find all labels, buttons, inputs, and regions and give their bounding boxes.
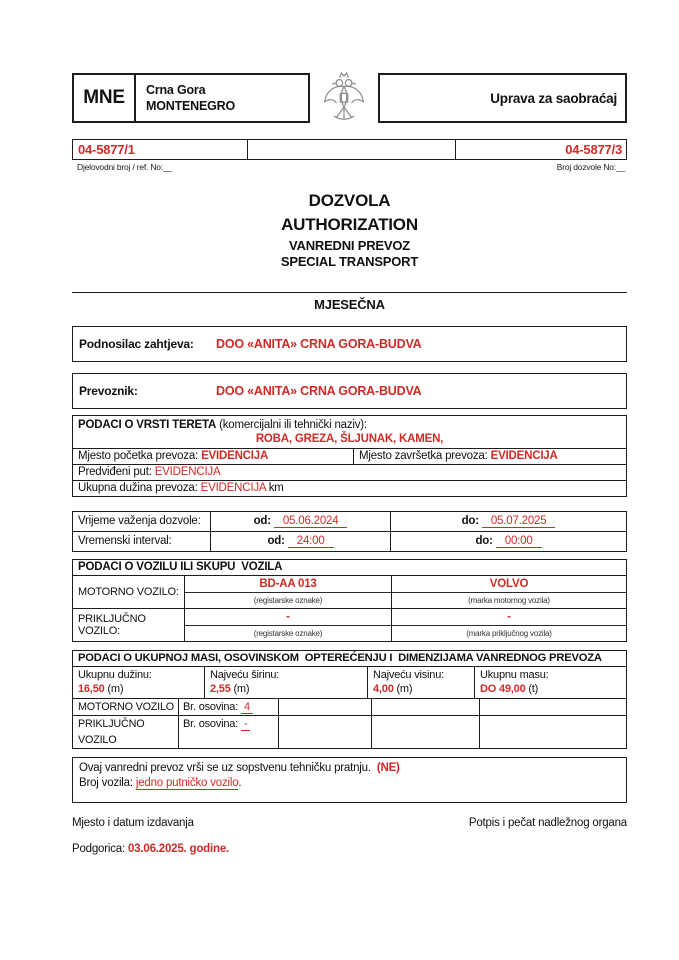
cargo-heading-title: PODACI O VRSTI TERETA <box>78 419 217 431</box>
max-height-label: Najveću visinu: <box>373 669 444 681</box>
document-title-block <box>72 190 627 270</box>
time-to-value: 00:00 <box>496 535 542 548</box>
route-row <box>73 465 626 481</box>
country-code: MNE <box>74 75 136 121</box>
title-authorization: AUTHORIZATION <box>281 215 418 234</box>
max-width-value: 2,55 <box>210 683 231 695</box>
document-content <box>72 73 627 855</box>
carrier-label: Prevoznik: <box>79 384 138 398</box>
empty-cell <box>371 716 479 748</box>
total-length-value: 16,50 <box>78 683 105 695</box>
footer-labels-row <box>72 817 627 829</box>
trailer-plate-cell <box>184 609 391 641</box>
dimensions-section <box>72 650 627 749</box>
empty-cell <box>479 699 626 715</box>
cargo-heading-note: (komercijalni ili tehnički naziv): <box>216 419 367 431</box>
ref-number-cell: 04-5877/1 <box>73 140 248 159</box>
empty-cell <box>278 699 371 715</box>
escort-vehicles-value: jedno putničko vozilo <box>135 777 239 789</box>
permit-number-cell: 04-5877/3 <box>565 142 622 157</box>
total-length-label: Ukupnu dužinu: <box>78 669 152 681</box>
vehicle-section <box>72 559 627 642</box>
motor-axles-row <box>73 699 626 715</box>
total-mass-cell <box>474 667 626 698</box>
country-name-en: MONTENEGRO <box>146 99 235 113</box>
validity-period-label: Vrijeme važenja dozvole: <box>73 512 211 531</box>
permit-period-type: MJESEČNA <box>314 297 385 312</box>
document-header <box>72 73 627 123</box>
max-width-label: Najveću širinu: <box>210 669 280 681</box>
transport-end-value: EVIDENCIJA <box>490 450 558 462</box>
cargo-types-value: ROBA, GREZA, ŠLJUNAK, KAMEN, <box>73 432 626 449</box>
motor-axles-cell <box>178 699 278 715</box>
trailer-vehicle-row <box>73 608 626 641</box>
motor-brand-cell <box>391 576 626 608</box>
do-label: do: <box>461 515 479 527</box>
motor-plate-cell <box>184 576 391 608</box>
escort-vehicles-label: Broj vozila: <box>79 777 136 789</box>
od-label: od: <box>253 515 271 527</box>
trailer-brand-value: - <box>392 609 626 626</box>
escort-statement: Ovaj vanredni prevoz vrši se uz sopstvenu tehničku pratnju. <box>79 762 377 774</box>
trailer-vehicle-label: PRIKLJUČNO VOZILO: <box>78 613 146 637</box>
max-width-cell <box>204 667 367 698</box>
escort-answer: (NE) <box>376 762 400 774</box>
validity-date-from-cell <box>211 512 391 531</box>
carrier-value: DOO «ANITA» CRNA GORA-BUDVA <box>216 384 422 398</box>
max-height-unit: (m) <box>393 683 413 695</box>
vehicle-section-heading: PODACI O VOZILU ILI SKUPU VOZILA <box>73 560 626 576</box>
signature-label: Potpis i pečat nadležnog organa <box>468 817 627 829</box>
transport-end-cell <box>354 449 626 464</box>
date-to-value: 05.07.2025 <box>482 515 556 528</box>
place-date-label: Mjesto i datum izdavanja <box>72 817 194 829</box>
total-length-cell <box>73 667 204 698</box>
max-height-value: 4,00 <box>373 683 394 695</box>
trailer-axles-row <box>73 715 626 748</box>
distance-row <box>73 481 626 496</box>
trailer-brand-cell <box>391 609 626 641</box>
montenegro-coat-of-arms-icon <box>310 73 378 123</box>
empty-cell <box>479 716 626 748</box>
cargo-places-row <box>73 449 626 465</box>
empty-cell <box>371 699 479 715</box>
validity-period-row <box>73 512 626 531</box>
country-box <box>72 73 310 123</box>
reference-captions <box>72 160 627 173</box>
escort-line2 <box>79 776 620 791</box>
total-mass-value: DO 49,00 <box>480 683 526 695</box>
motor-axles-label: Br. osovina: <box>183 701 241 713</box>
permit-number-caption: Broj dozvole No:__ <box>556 162 625 172</box>
total-mass-unit: (t) <box>525 683 539 695</box>
od-label: od: <box>267 535 285 547</box>
do-label: do: <box>475 535 493 547</box>
dimensions-section-heading: PODACI O UKUPNOJ MASI, OSOVINSKOM OPTEREĆENJU I DIMENZIJAMA VANREDNOG PREVOZA <box>73 651 626 667</box>
time-to-cell <box>391 532 626 551</box>
motor-brand-caption: (marka motornog vozila) <box>468 596 550 605</box>
authority-name: Uprava za saobraćaj <box>378 73 627 123</box>
cargo-section <box>72 415 627 497</box>
applicant-box <box>72 326 627 362</box>
escort-vehicles-period: . <box>238 777 242 789</box>
trailer-brand-caption: (marka priključnog vozila) <box>466 629 552 638</box>
title-dozvola: DOZVOLA <box>308 191 391 210</box>
ref-empty-cell <box>248 140 456 159</box>
motor-plate-value: BD-AA 013 <box>185 576 391 593</box>
cargo-heading <box>73 416 626 432</box>
dimensions-values-row <box>73 667 626 699</box>
title-special-transport: SPECIAL TRANSPORT <box>280 254 419 269</box>
distance-unit: km <box>268 482 284 494</box>
total-mass-label: Ukupnu masu: <box>480 669 549 681</box>
ref-number-caption: Djelovodni broj / ref. No:__ <box>77 162 173 172</box>
escort-line1 <box>79 761 620 776</box>
route-label: Predviđeni put: <box>78 466 152 478</box>
trailer-axles-cell <box>178 716 278 748</box>
time-interval-label: Vremenski interval: <box>73 532 211 551</box>
trailer-plate-value: - <box>185 609 391 626</box>
time-from-value: 24:00 <box>288 535 334 548</box>
escort-section <box>72 757 627 803</box>
applicant-label: Podnosilac zahtjeva: <box>79 337 194 351</box>
time-from-cell <box>211 532 391 551</box>
trailer-axles-label: Br. osovina: <box>183 718 241 730</box>
issue-place-date-line <box>72 843 627 855</box>
time-interval-row <box>73 531 626 551</box>
validity-date-to-cell <box>391 512 626 531</box>
motor-vehicle-row <box>73 576 626 608</box>
trailer-axles-row-label: PRIKLJUČNO VOZILO <box>78 718 145 746</box>
motor-axles-value: 4 <box>241 701 253 714</box>
distance-label: Ukupna dužina prevoza: <box>78 482 198 494</box>
empty-cell <box>278 716 371 748</box>
motor-brand-value: VOLVO <box>392 576 626 593</box>
issue-date-value: 03.06.2025. godine. <box>127 843 230 855</box>
issue-place-label: Podgorica: <box>72 843 128 855</box>
max-width-unit: (m) <box>230 683 250 695</box>
date-from-value: 05.06.2024 <box>274 515 348 528</box>
motor-plate-caption: (registarske oznake) <box>253 596 323 605</box>
transport-start-label: Mjesto početka prevoza: <box>78 450 199 462</box>
route-value: EVIDENCIJA <box>154 466 221 478</box>
reference-number-table <box>72 139 627 160</box>
distance-value: EVIDENCIJA <box>200 482 266 494</box>
applicant-value: DOO «ANITA» CRNA GORA-BUDVA <box>216 337 422 351</box>
title-vanredni-prevoz: VANREDNI PREVOZ <box>289 238 410 253</box>
country-name <box>136 75 235 121</box>
divider-line <box>72 292 627 293</box>
transport-start-value: EVIDENCIJA <box>201 450 269 462</box>
motor-vehicle-label: MOTORNO VOZILO: <box>78 586 179 598</box>
trailer-axles-value: - <box>241 718 250 731</box>
motor-axles-row-label: MOTORNO VOZILO <box>78 701 174 713</box>
trailer-plate-caption: (registarske oznake) <box>253 629 323 638</box>
max-height-cell <box>367 667 474 698</box>
transport-start-cell <box>73 449 354 464</box>
country-name-local: Crna Gora <box>146 83 206 97</box>
total-length-unit: (m) <box>104 683 124 695</box>
carrier-box <box>72 373 627 409</box>
transport-end-label: Mjesto završetka prevoza: <box>359 450 488 462</box>
validity-table <box>72 511 627 552</box>
